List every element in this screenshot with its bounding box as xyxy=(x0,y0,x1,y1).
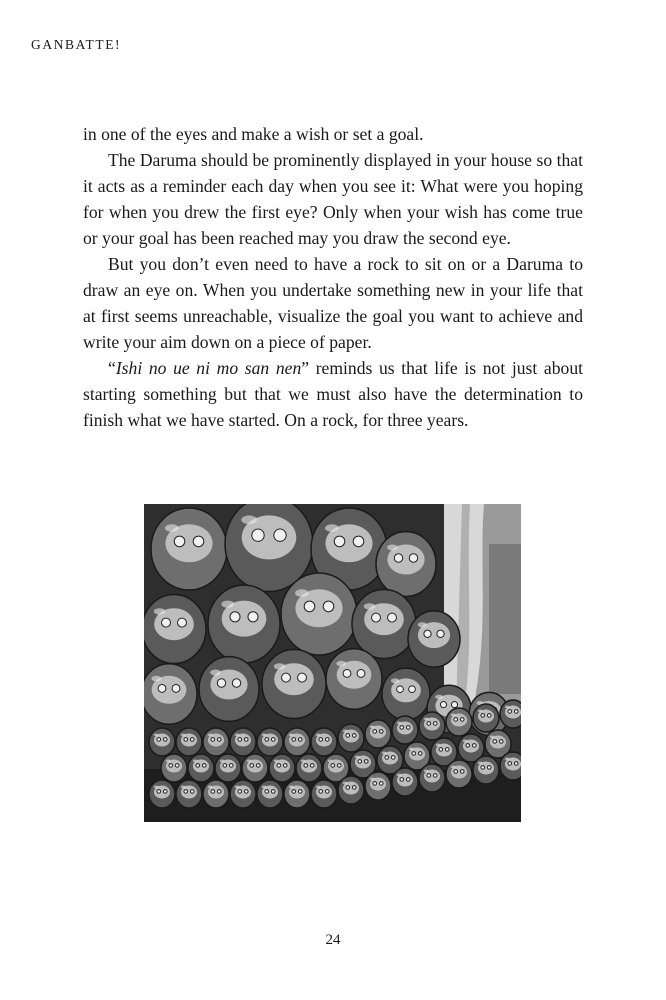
daruma-doll xyxy=(419,712,445,740)
daruma-doll xyxy=(326,649,382,709)
daruma-doll xyxy=(188,754,214,782)
daruma-doll xyxy=(149,780,175,808)
daruma-doll xyxy=(365,720,391,748)
daruma-doll xyxy=(257,780,283,808)
daruma-doll xyxy=(151,508,227,590)
paragraph-1: in one of the eyes and make a wish or set a goal. xyxy=(83,124,424,144)
daruma-doll xyxy=(199,657,259,722)
daruma-photo-illustration xyxy=(144,504,521,822)
daruma-doll xyxy=(392,716,418,744)
daruma-doll xyxy=(203,728,229,756)
daruma-doll xyxy=(365,772,391,800)
daruma-doll xyxy=(352,589,416,658)
daruma-doll xyxy=(376,532,436,597)
daruma-doll xyxy=(242,754,268,782)
daruma-doll xyxy=(473,704,499,732)
daruma-doll xyxy=(149,728,175,756)
paragraph-4-rest: ” reminds us that life is not just about starting something but that we must also have the determination to finish what we have started. On a rock, for three years. xyxy=(83,358,584,430)
daruma-doll xyxy=(269,754,295,782)
running-head: GANBATTE! xyxy=(31,37,122,52)
quote-open: “ xyxy=(108,358,116,378)
japanese-proverb: Ishi no ue ni mo san nen xyxy=(115,358,302,378)
daruma-doll xyxy=(446,760,472,788)
daruma-doll xyxy=(281,573,357,655)
daruma-doll xyxy=(144,664,197,724)
daruma-doll xyxy=(208,585,280,663)
daruma-doll xyxy=(161,754,187,782)
daruma-doll xyxy=(215,754,241,782)
daruma-doll xyxy=(392,768,418,796)
daruma-doll xyxy=(284,728,310,756)
daruma-doll xyxy=(230,728,256,756)
daruma-doll xyxy=(473,756,499,784)
daruma-doll xyxy=(262,649,326,718)
daruma-doll xyxy=(311,728,337,756)
daruma-doll xyxy=(203,780,229,808)
daruma-doll xyxy=(311,780,337,808)
daruma-doll xyxy=(257,728,283,756)
daruma-doll xyxy=(284,780,310,808)
daruma-doll xyxy=(446,708,472,736)
paragraph-4 xyxy=(83,355,583,433)
body-text xyxy=(83,121,583,433)
page-number: 24 xyxy=(325,932,341,948)
daruma-doll xyxy=(230,780,256,808)
daruma-dolls-photo xyxy=(144,504,521,822)
paragraph-3: But you don’t even need to have a rock to sit on or a Daruma to draw an eye on. When you undertake something new in your life that at first seems unreachable, visualize the goal you want to achieve and write your aim down on a piece of paper. xyxy=(83,254,583,352)
daruma-doll xyxy=(500,700,521,728)
daruma-doll xyxy=(500,752,521,780)
daruma-doll xyxy=(296,754,322,782)
daruma-doll xyxy=(382,668,430,720)
daruma-doll xyxy=(338,776,364,804)
daruma-doll xyxy=(408,611,460,667)
paragraph-2: The Daruma should be prominently displayed in your house so that it acts as a reminder each day when you see it: What were you hoping for when you drew the first eye? Only when your wish has come true or your goal has been reached may you draw the second eye. xyxy=(83,150,583,248)
daruma-doll xyxy=(144,594,206,663)
daruma-doll xyxy=(176,780,202,808)
daruma-doll xyxy=(419,764,445,792)
daruma-doll xyxy=(338,724,364,752)
daruma-doll xyxy=(176,728,202,756)
